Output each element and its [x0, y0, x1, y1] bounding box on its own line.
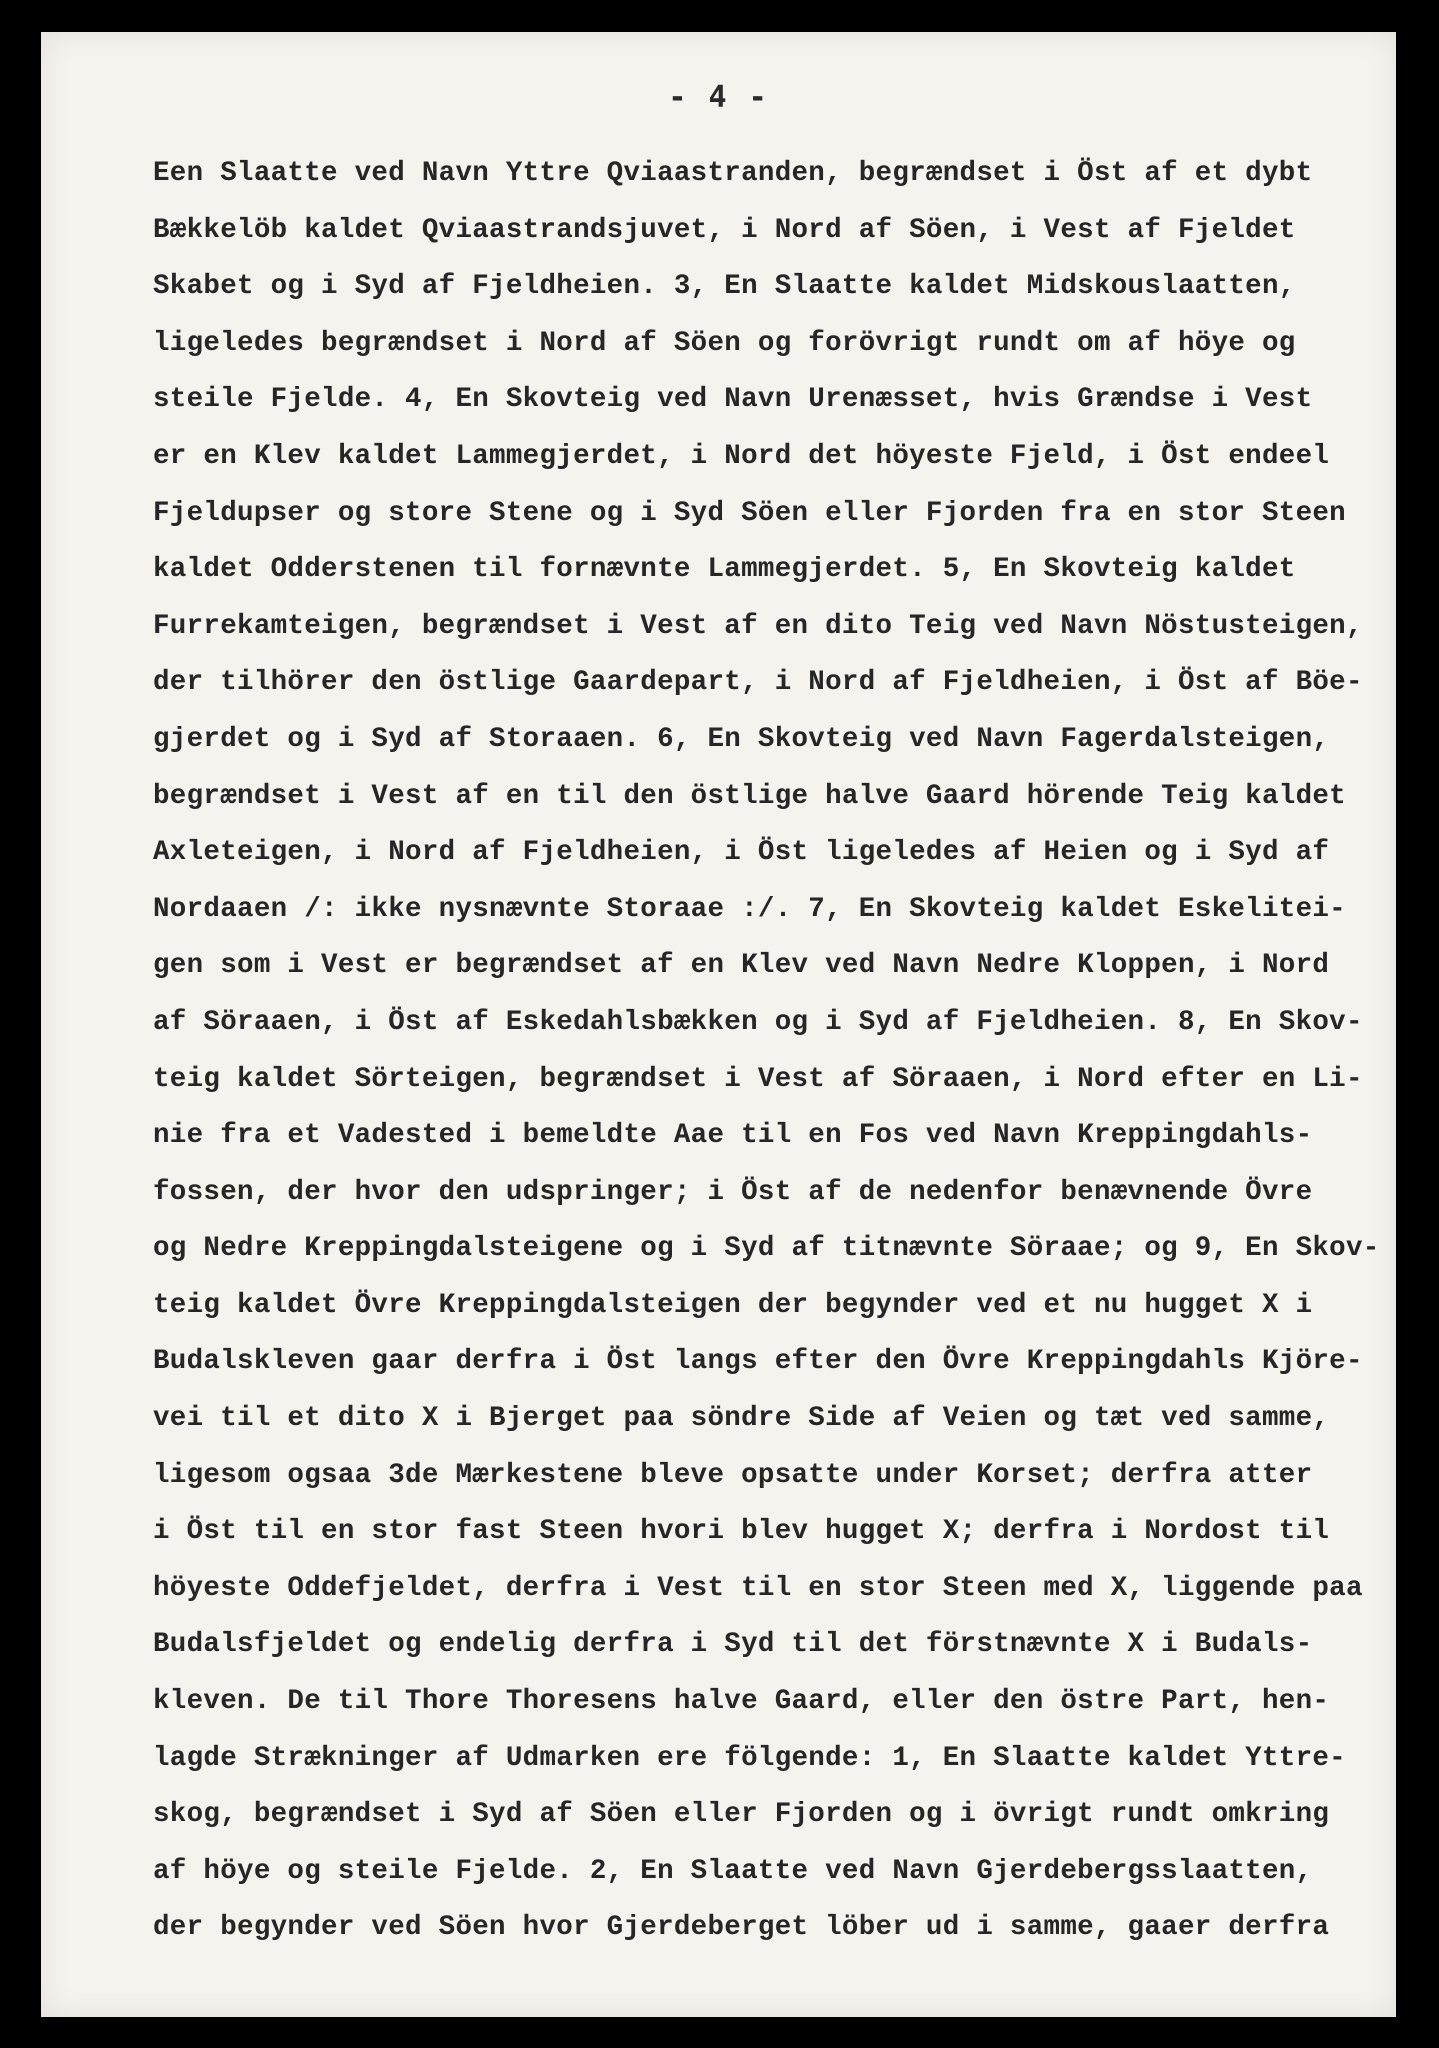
text-line: Furrekamteigen, begrændset i Vest af en dito Teig ved Navn Nöstusteigen,: [153, 610, 1363, 642]
page-number: - 4 -: [668, 80, 769, 115]
text-line: kleven. De til Thore Thoresens halve Gaard, eller den östre Part, hen-: [153, 1686, 1330, 1718]
text-line: og Nedre Kreppingdalsteigene og i Syd af titnævnte Söraae; og 9, En Skov-: [153, 1233, 1380, 1265]
text-line: der begynder ved Söen hvor Gjerdeberget löber ud i samme, gaaer derfra: [153, 1912, 1330, 1944]
text-line: höyeste Oddefjeldet, derfra i Vest til en stor Steen med X, liggende paa: [153, 1572, 1363, 1604]
text-line: Nordaaen /: ikke nysnævnte Storaae :/. 7, En Skovteig kaldet Eskelitei-: [153, 893, 1346, 925]
text-line: vei til et dito X i Bjerget paa söndre Side af Veien og tæt ved samme,: [153, 1403, 1330, 1435]
text-line: gen som i Vest er begrændset af en Klev ved Navn Nedre Kloppen, i Nord: [153, 950, 1330, 982]
text-line: kaldet Odderstenen til fornævnte Lammegjerdet. 5, En Skovteig kaldet: [153, 554, 1296, 586]
text-line: Bækkelöb kaldet Qviaastrandsjuvet, i Nord af Söen, i Vest af Fjeldet: [153, 214, 1296, 246]
text-line: teig kaldet Övre Kreppingdalsteigen der begynder ved et nu hugget X i: [153, 1289, 1313, 1321]
document-page: [41, 32, 1396, 2017]
text-line: Een Slaatte ved Navn Yttre Qviaastranden, begrændset i Öst af et dybt: [153, 158, 1313, 189]
text-line: begrændset i Vest af en til den östlige halve Gaard hörende Teig kaldet: [153, 780, 1346, 812]
text-line: af höye og steile Fjelde. 2, En Slaatte ved Navn Gjerdebergsslaatten,: [153, 1855, 1313, 1887]
text-line: ligeledes begrændset i Nord af Söen og forövrigt rundt om af höye og: [153, 327, 1296, 359]
text-line: gjerdet og i Syd af Storaaen. 6, En Skovteig ved Navn Fagerdalsteigen,: [153, 723, 1330, 755]
text-line: Budalskleven gaar derfra i Öst langs efter den Övre Kreppingdahls Kjöre-: [153, 1346, 1363, 1378]
text-line: fossen, der hvor den udspringer; i Öst af de nedenfor benævnende Övre: [153, 1176, 1313, 1208]
text-line: lagde Strækninger af Udmarken ere fölgende: 1, En Slaatte kaldet Yttre-: [153, 1742, 1346, 1774]
body-text: [153, 146, 1403, 1957]
text-line: teig kaldet Sörteigen, begrændset i Vest af Söraaen, i Nord efter en Li-: [153, 1063, 1363, 1095]
text-line: af Söraaen, i Öst af Eskedahlsbækken og i Syd af Fjeldheien. 8, En Skov-: [153, 1006, 1363, 1038]
text-line: der tilhörer den östlige Gaardepart, i Nord af Fjeldheien, i Öst af Böe-: [153, 667, 1363, 699]
text-line: Budalsfjeldet og endelig derfra i Syd til det förstnævnte X i Budals-: [153, 1629, 1313, 1661]
text-line: ligesom ogsaa 3de Mærkestene bleve opsatte under Korset; derfra atter: [153, 1459, 1313, 1491]
text-line: Fjeldupser og store Stene og i Syd Söen eller Fjorden fra en stor Steen: [153, 497, 1346, 529]
text-line: Skabet og i Syd af Fjeldheien. 3, En Slaatte kaldet Midskouslaatten,: [153, 271, 1296, 303]
text-line: steile Fjelde. 4, En Skovteig ved Navn Urenæsset, hvis Grændse i Vest: [153, 384, 1313, 416]
text-line: i Öst til en stor fast Steen hvori blev hugget X; derfra i Nordost til: [153, 1516, 1330, 1548]
text-line: skog, begrændset i Syd af Söen eller Fjorden og i övrigt rundt omkring: [153, 1799, 1330, 1831]
text-line: nie fra et Vadested i bemeldte Aae til en Fos ved Navn Kreppingdahls-: [153, 1120, 1313, 1152]
text-line: er en Klev kaldet Lammegjerdet, i Nord det höyeste Fjeld, i Öst endeel: [153, 440, 1330, 472]
text-line: Axleteigen, i Nord af Fjeldheien, i Öst ligeledes af Heien og i Syd af: [153, 837, 1330, 869]
